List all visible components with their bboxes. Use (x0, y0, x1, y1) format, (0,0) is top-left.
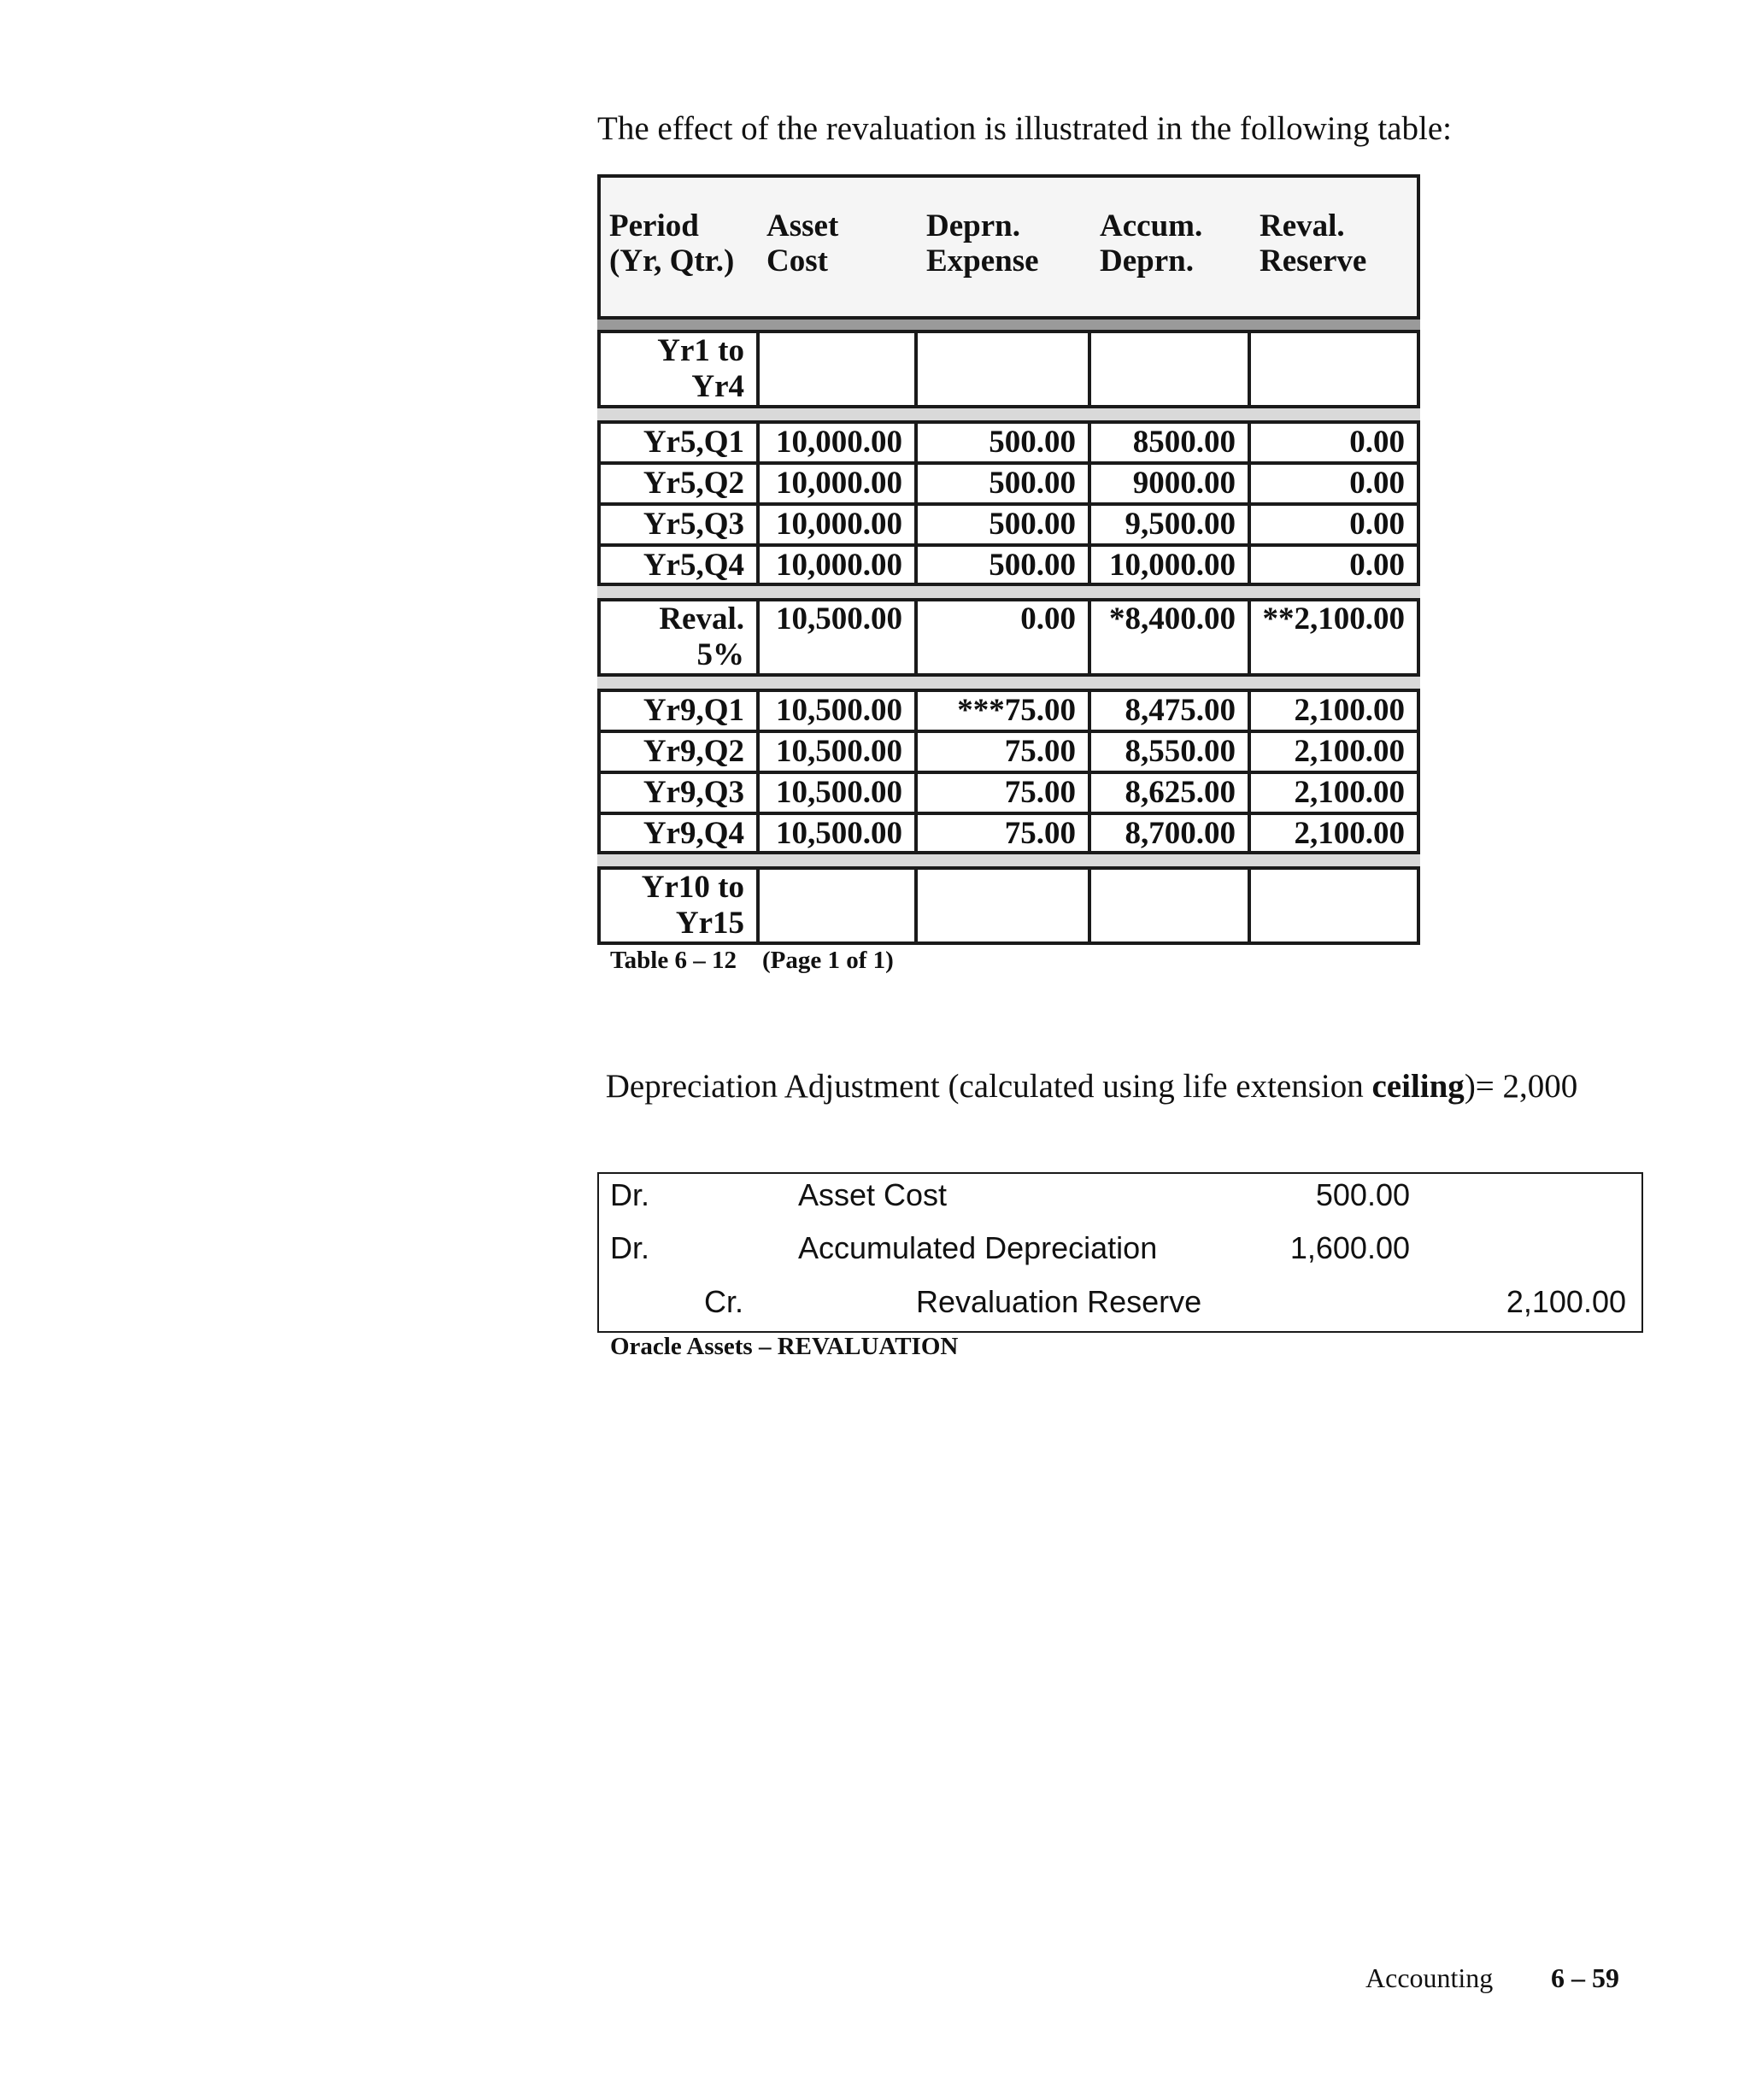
header-reval-reserve: Reval. Reserve (1260, 208, 1367, 279)
period-cell: Yr10 to Yr15 (641, 870, 744, 941)
period-cell: Yr1 to Yr4 (657, 333, 744, 404)
table-row: Yr5,Q2 10,000.00 500.00 9000.00 0.00 (601, 461, 1417, 502)
journal-caption: Oracle Assets – REVALUATION (610, 1333, 959, 1360)
table-row: Yr5,Q1 10,000.00 500.00 8500.00 0.00 (601, 424, 1417, 461)
entry-type: Cr. (704, 1284, 744, 1319)
entry-account: Accumulated Depreciation (798, 1230, 1158, 1265)
table-row: Yr5,Q3 10,000.00 500.00 9,500.00 0.00 (601, 502, 1417, 543)
entry-debit: 500.00 (1315, 1177, 1410, 1212)
group-gap (597, 408, 1420, 420)
table-row: Yr9,Q2 10,500.00 75.00 8,550.00 2,100.00 (601, 730, 1417, 771)
yr9-group (597, 689, 1420, 854)
entry-account: Asset Cost (798, 1177, 948, 1212)
table-row: Yr9,Q3 10,500.00 75.00 8,625.00 2,100.00 (601, 771, 1417, 812)
revaluation-row: Reval. 5% 10,500.00 0.00 *8,400.00 **2,100.00 (597, 598, 1420, 677)
group-gap (597, 677, 1420, 689)
header-deprn-expense: Deprn. Expense (926, 208, 1039, 279)
entry-debit: 1,600.00 (1289, 1230, 1410, 1265)
range-end-row (597, 866, 1420, 945)
yr5-group (597, 420, 1420, 586)
table-caption: Table 6 – 12 (Page 1 of 1) (610, 947, 894, 974)
page-number: 6 – 59 (1551, 1962, 1619, 1993)
group-gap (597, 854, 1420, 866)
table-row: Yr9,Q1 10,500.00 ***75.00 8,475.00 2,100.00 (601, 692, 1417, 730)
header-accum-deprn: Accum. Deprn. (1100, 208, 1203, 279)
entry-type: Dr. (610, 1230, 650, 1265)
intro-text: The effect of the revaluation is illustrated in the following table: (597, 110, 1452, 147)
table-row: Yr5,Q4 10,000.00 500.00 10,000.00 0.00 (601, 543, 1417, 583)
entry-credit: 2,100.00 (1506, 1284, 1626, 1319)
header-divider (597, 320, 1420, 330)
depreciation-adjustment-text: Depreciation Adjustment (calculated using life extension ceiling)= 2,000 (605, 1068, 1578, 1105)
entry-type: Dr. (610, 1177, 650, 1212)
table-row: Yr9,Q4 10,500.00 75.00 8,700.00 2,100.00 (601, 812, 1417, 851)
table-header (597, 174, 1420, 320)
journal-entry (597, 1172, 1643, 1333)
header-asset-cost: Asset Cost (766, 208, 839, 279)
period-cell: Reval. 5% (659, 601, 744, 672)
header-period: Period (Yr, Qtr.) (609, 208, 735, 279)
range-start-row (597, 330, 1420, 408)
footer-section: Accounting (1365, 1962, 1494, 1993)
entry-account: Revaluation Reserve (916, 1284, 1202, 1319)
group-gap (597, 586, 1420, 598)
